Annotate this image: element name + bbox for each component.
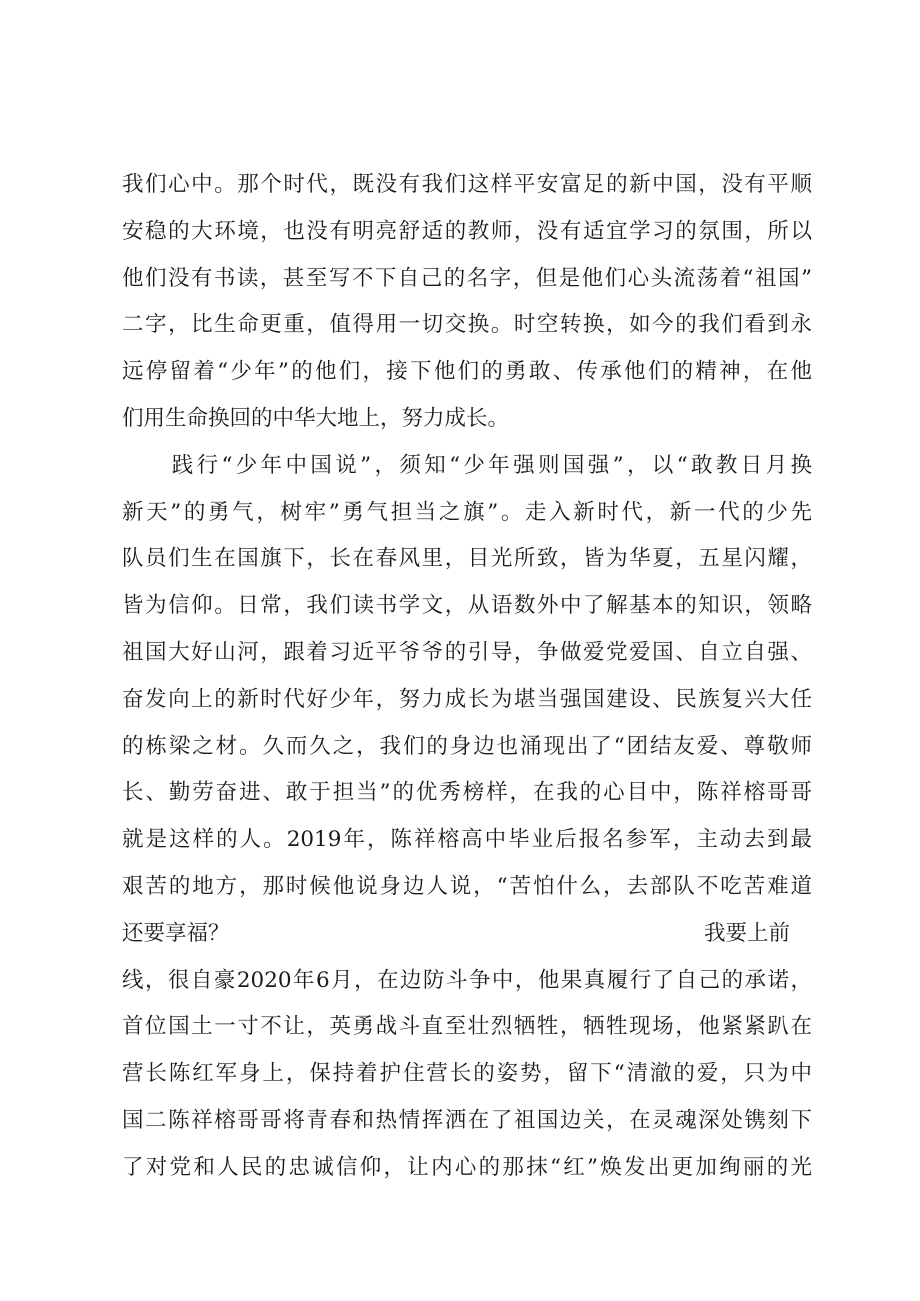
text-line: 的栋梁之材。久而久之，我们的身边也涌现出了“团结友爱、尊敬师 xyxy=(122,733,812,759)
text-line-split xyxy=(122,911,812,958)
text-line: 了对党和人民的忠诚信仰，让内心的那抹“红”焕发出更加绚丽的光 xyxy=(122,1154,812,1180)
text-line: 祖国大好山河，跟着习近平爷爷的引导，争做爱党爱国、自立自强、 xyxy=(122,639,812,665)
text-line: 新天”的勇气，树牢”勇气担当之旗”。走入新时代，新一代的少先 xyxy=(122,499,812,525)
split-line-left: 还要享福？ xyxy=(122,920,230,946)
text-line: 二字，比生命更重，值得用一切交换。时空转换，如今的我们看到永 xyxy=(122,312,812,338)
split-line-right: 我要上前 xyxy=(703,920,790,946)
text-line: 践行“少年中国说”，须知“少年强则国强”，以“敢教日月换 xyxy=(122,452,812,478)
paragraph-1 xyxy=(122,162,812,443)
paragraph-2 xyxy=(122,443,812,958)
paragraph-3 xyxy=(122,958,812,1192)
text-line: 皆为信仰。日常，我们读书学文，从语数外中了解基本的知识，领略 xyxy=(122,593,812,619)
essay-body xyxy=(122,162,812,1192)
text-line: 国二陈祥榕哥哥将青春和热情挥洒在了祖国边关，在灵魂深处镌刻下 xyxy=(122,1107,812,1133)
text-line: 我们心中。那个时代，既没有我们这样平安富足的新中国，没有平顺 xyxy=(122,172,812,197)
text-line: 营长陈红军身上，保持着护住营长的姿势，留下“清澈的爱，只为中 xyxy=(122,1061,812,1087)
text-line: 线，很自豪2020年6月，在边防斗争中，他果真履行了自己的承诺， xyxy=(122,967,812,993)
text-line: 首位国土一寸不让，英勇战斗直至壮烈牺牲，牺牲现场，他紧紧趴在 xyxy=(122,1014,812,1040)
text-line: 们用生命换回的中华大地上，努力成长。 xyxy=(122,405,510,431)
text-line: 队员们生在国旗下，长在春风里，目光所致，皆为华夏，五星闪耀， xyxy=(122,546,812,572)
text-line: 奋发向上的新时代好少年，努力成长为堪当强国建设、民族复兴大任 xyxy=(122,686,812,712)
text-line: 长、勤劳奋进、敢于担当”的优秀榜样，在我的心目中，陈祥榕哥哥 xyxy=(122,780,812,806)
text-line: 安稳的大环境，也没有明亮舒适的教师，没有适宜学习的氛围，所以 xyxy=(122,218,812,244)
text-line: 远停留着“少年”的他们，接下他们的勇敢、传承他们的精神，在他 xyxy=(122,359,812,385)
text-line: 他们没有书读，甚至写不下自己的名字，但是他们心头流荡着“祖国” xyxy=(122,265,812,291)
text-line: 就是这样的人。2019年，陈祥榕高中毕业后报名参军，主动去到最 xyxy=(122,827,812,853)
text-line: 艰苦的地方，那时候他说身边人说，“苦怕什么，去部队不吃苦难道 xyxy=(122,873,812,899)
